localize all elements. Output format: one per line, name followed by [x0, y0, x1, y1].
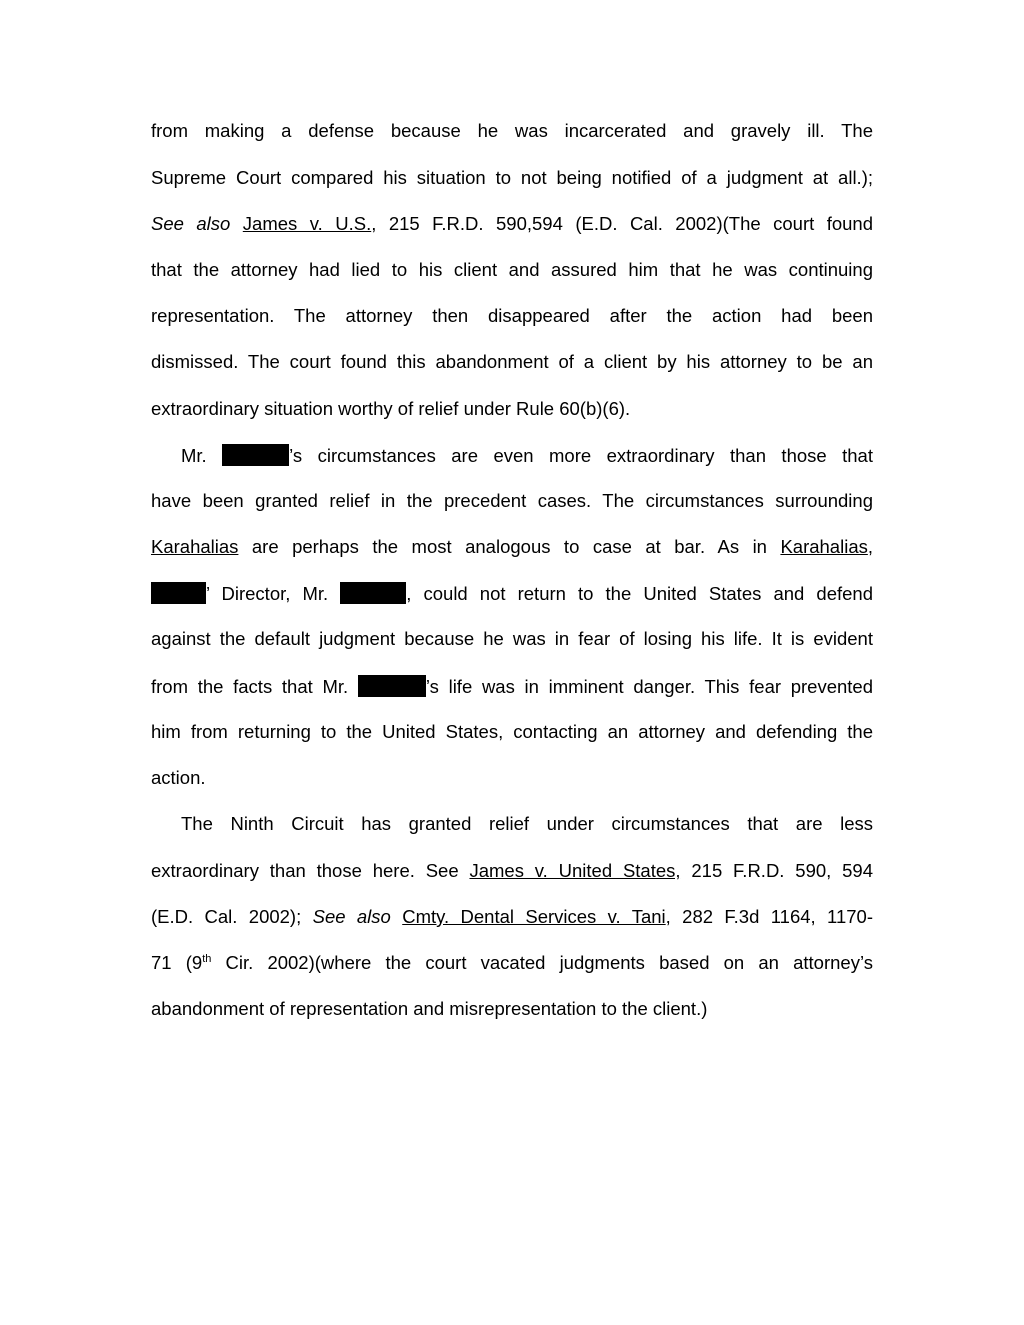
text-line: ’ Director, Mr. , could not return to the United States and defend — [151, 582, 873, 605]
text-line: See also James v. U.S., 215 F.R.D. 590,594 (E.D. Cal. 2002)(The court found — [151, 213, 874, 234]
redaction-bar — [222, 444, 289, 466]
case-citation: James v. U.S. — [242, 213, 372, 234]
text-line: that the attorney had lied to his client and assured him that he was continuing — [151, 259, 873, 280]
case-citation: Karahalias — [780, 536, 868, 557]
text-line: dismissed. The court found this abandonment of a client by his attorney to be an — [151, 351, 873, 372]
text-line: abandonment of representation and misrepresentation to the client.) — [151, 998, 708, 1019]
text-line: from making a defense because he was incarcerated and gravely ill. The — [151, 120, 873, 141]
text-line: have been granted relief in the precedent cases. The circumstances surrounding — [151, 490, 873, 511]
text-line: extraordinary than those here. See James v. United States, 215 F.R.D. 590, 594 — [151, 860, 873, 881]
case-citation: James v. United States, — [469, 860, 681, 881]
text-line: representation. The attorney then disappeared after the action had been — [151, 305, 873, 326]
text-line: Supreme Court compared his situation to not being notified of a judgment at all.); — [151, 167, 873, 188]
text-line: 71 (9th Cir. 2002)(where the court vacated judgments based on an attorney’s — [151, 952, 873, 973]
ordinal-superscript: th — [202, 953, 212, 965]
text-line: him from returning to the United States, contacting an attorney and defending the — [151, 721, 873, 742]
redaction-bar — [151, 582, 206, 604]
case-citation: Karahalias — [151, 536, 239, 557]
text-line: Mr. ’s circumstances are even more extraordinary than those that — [181, 445, 873, 466]
case-citation: Cmty. Dental Services v. Tani — [402, 906, 666, 927]
text-line: Karahalias are perhaps the most analogous to case at bar. As in Karahalias, — [151, 536, 873, 557]
text-line: (E.D. Cal. 2002); See also Cmty. Dental Services v. Tani, 282 F.3d 1164, 1170- — [151, 906, 873, 927]
text-line: extraordinary situation worthy of relief under Rule 60(b)(6). — [151, 398, 631, 419]
text-line: The Ninth Circuit has granted relief under circumstances that are less — [181, 813, 873, 834]
text-line: action. — [151, 767, 206, 788]
text-line: from the facts that Mr. ’s life was in imminent danger. This fear prevented — [151, 676, 873, 697]
redaction-bar — [358, 675, 426, 697]
redaction-bar — [340, 582, 406, 604]
signal-see-also: See also — [151, 213, 231, 234]
signal-see-also: See also — [312, 906, 391, 927]
text-line: against the default judgment because he was in fear of losing his life. It is evident — [151, 628, 873, 649]
